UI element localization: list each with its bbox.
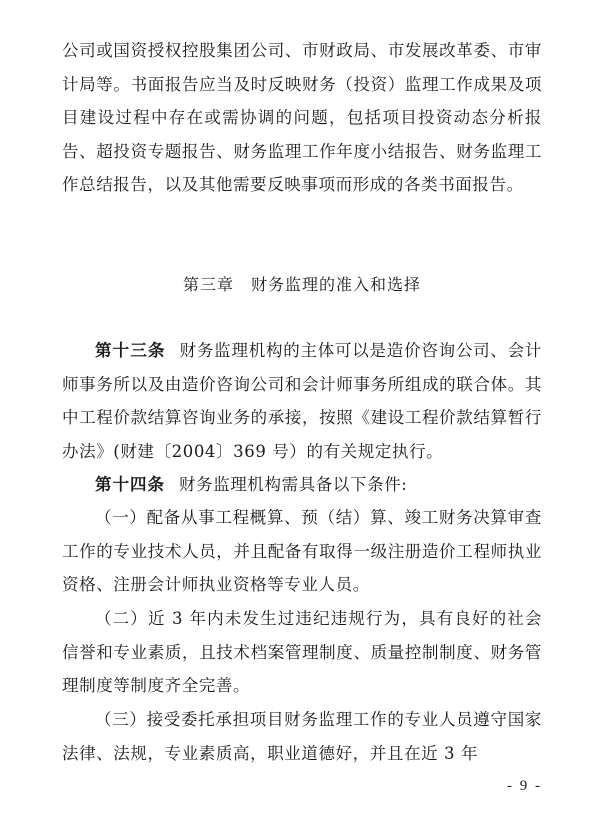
paragraph-report-content: 公司或国资授权控股集团公司、市财政局、市发展改革委、市审计局等。书面报告应当及时反映财务（投资）监理工作成果及项目建设过程中存在或需协调的问题，包括项目投资动态分析报告、超投资专题报告、财务监理工作年度小结报告、财务监理工作总结报告，以及其他需要反映事项而形成的各类书面报告。 — [62, 41, 542, 195]
article-13-text: 财务监理机构的主体可以是造价咨询公司、会计师事务所以及由造价咨询公司和会计师事务所组成的联合体。其中工程价款结算咨询业务的承接，按照《建设工程价款结算暂行办法》(财建〔2004〕369 号）的有关规定执行。 — [62, 341, 542, 461]
condition-item-3: （三）接受委托承担项目财务监理工作的专业人员遵守国家法律、法规，专业素质高，职业道德好，并且在近 3 年 — [62, 710, 542, 763]
chapter-title: 第三章 财务监理的准入和选择 — [182, 275, 421, 294]
article-13-label: 第十三条 — [95, 341, 166, 360]
article-13 — [62, 334, 542, 468]
article-14 — [62, 468, 542, 502]
condition-item-1: （一）配备从事工程概算、预（结）算、竣工财务决算审查工作的专业技术人员，并且配备有取得一级注册造价工程师执业资格、注册会计师执业资格等专业人员。 — [62, 508, 542, 595]
condition-item-2: （二）近 3 年内未发生过违纪违规行为，具有良好的社会信誉和专业素质，且技术档案管理制度、质量控制制度、财务管理制度等制度齐全完善。 — [62, 609, 542, 696]
article-14-label: 第十四条 — [95, 475, 165, 494]
page-number: - 9 - — [507, 778, 542, 794]
article-14-text: 财务监理机构需具备以下条件: — [179, 475, 408, 494]
